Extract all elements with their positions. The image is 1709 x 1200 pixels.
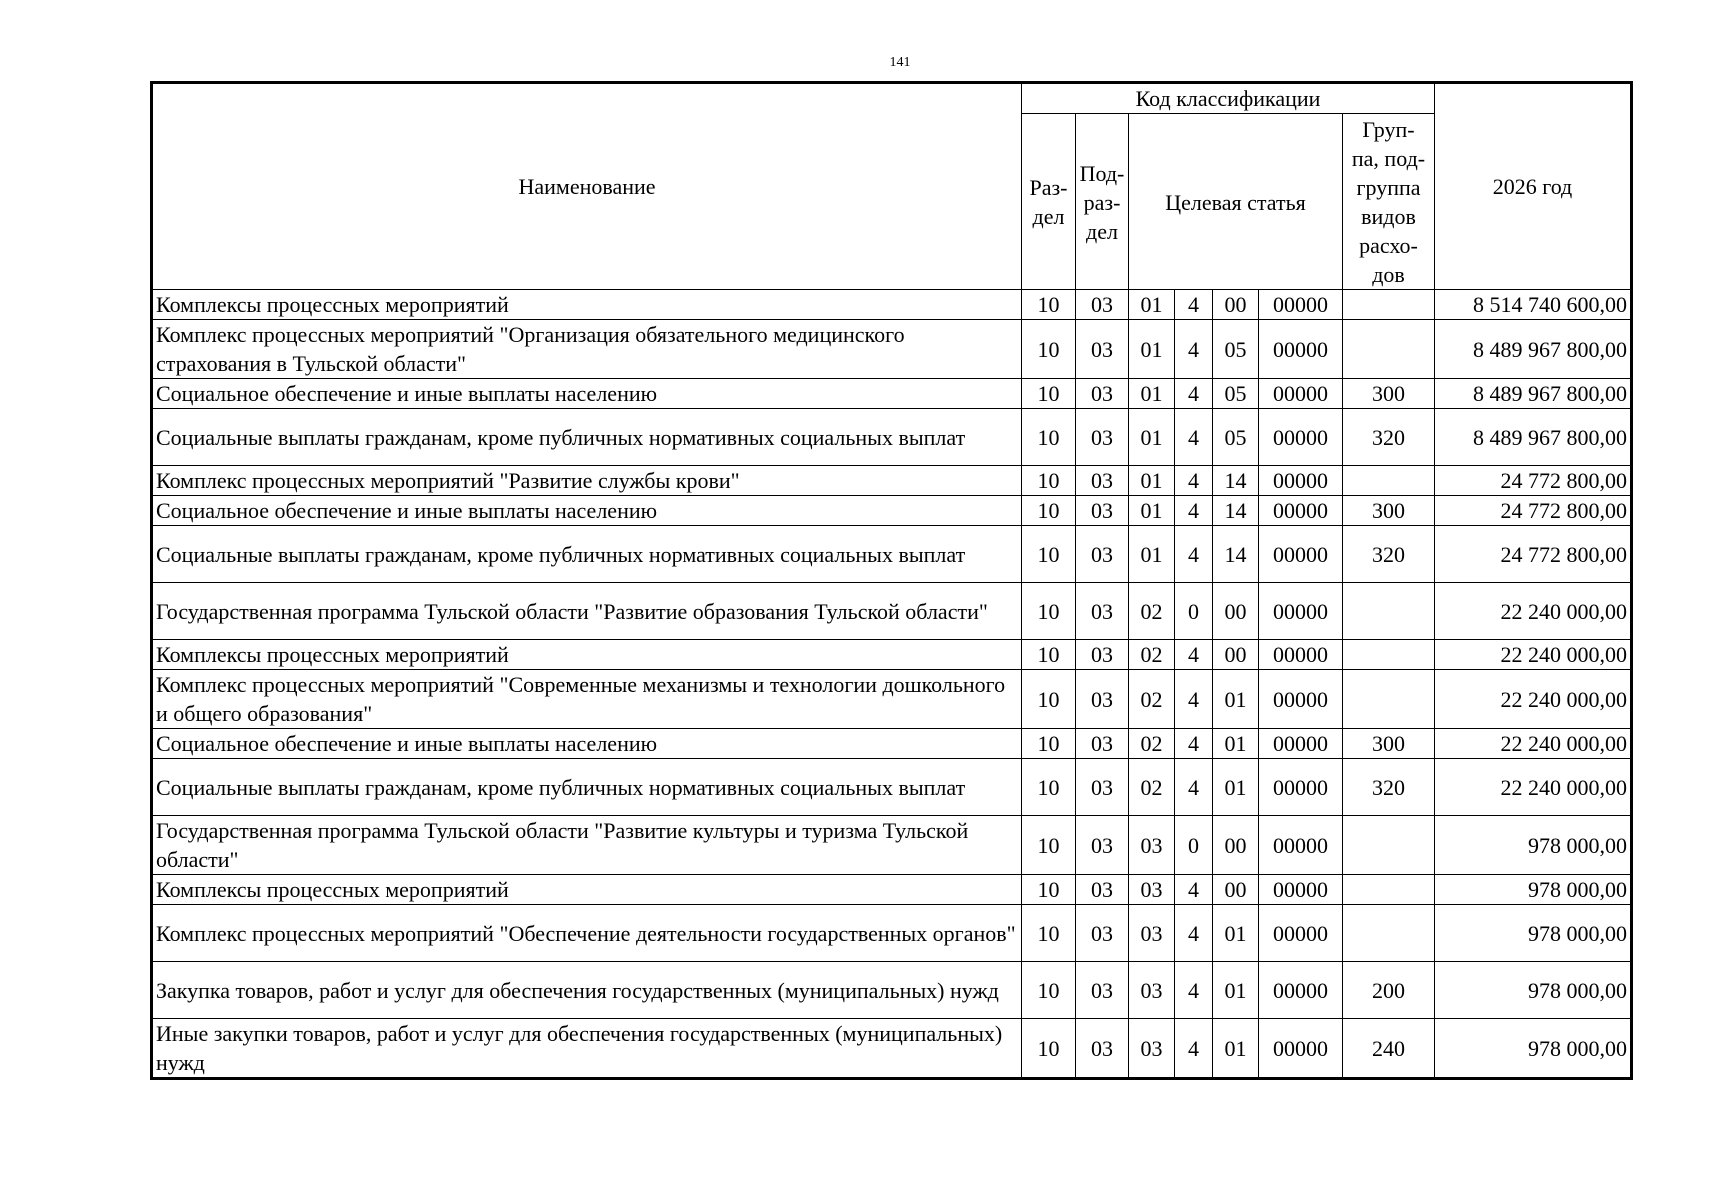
code-target-program: 01	[1129, 496, 1175, 526]
code-expense-group: 200	[1343, 962, 1435, 1019]
code-target-type: 4	[1175, 1019, 1213, 1079]
table-row	[152, 320, 1632, 379]
code-section: 10	[1022, 320, 1076, 379]
code-target-structure: 00	[1213, 640, 1259, 670]
code-section: 10	[1022, 290, 1076, 320]
row-name: Комплексы процессных мероприятий	[152, 875, 1022, 905]
code-section: 10	[1022, 379, 1076, 409]
code-target-type: 0	[1175, 816, 1213, 875]
code-expense-group	[1343, 670, 1435, 729]
code-section: 10	[1022, 962, 1076, 1019]
row-name: Комплекс процессных мероприятий "Современные механизмы и технологии дошкольного и общего образования"	[152, 670, 1022, 729]
code-target-direction: 00000	[1259, 875, 1343, 905]
row-name: Социальное обеспечение и иные выплаты населению	[152, 379, 1022, 409]
row-amount: 978 000,00	[1435, 1019, 1632, 1079]
table-row	[152, 962, 1632, 1019]
code-subsection: 03	[1076, 816, 1129, 875]
table-row	[152, 759, 1632, 816]
code-target-program: 02	[1129, 640, 1175, 670]
header-section: Раз- дел	[1022, 114, 1076, 290]
code-expense-group	[1343, 875, 1435, 905]
code-subsection: 03	[1076, 379, 1129, 409]
code-target-direction: 00000	[1259, 290, 1343, 320]
row-amount: 978 000,00	[1435, 905, 1632, 962]
table-row	[152, 905, 1632, 962]
code-expense-group: 320	[1343, 759, 1435, 816]
table-row	[152, 875, 1632, 905]
row-amount: 24 772 800,00	[1435, 466, 1632, 496]
code-target-type: 4	[1175, 409, 1213, 466]
code-subsection: 03	[1076, 1019, 1129, 1079]
code-target-type: 4	[1175, 875, 1213, 905]
code-expense-group	[1343, 320, 1435, 379]
code-target-structure: 01	[1213, 905, 1259, 962]
row-name: Закупка товаров, работ и услуг для обеспечения государственных (муниципальных) нужд	[152, 962, 1022, 1019]
row-name: Социальные выплаты гражданам, кроме публичных нормативных социальных выплат	[152, 759, 1022, 816]
code-subsection: 03	[1076, 526, 1129, 583]
code-target-structure: 05	[1213, 379, 1259, 409]
row-name: Социальное обеспечение и иные выплаты населению	[152, 729, 1022, 759]
code-target-program: 01	[1129, 290, 1175, 320]
table-row	[152, 526, 1632, 583]
table-row	[152, 640, 1632, 670]
code-section: 10	[1022, 759, 1076, 816]
code-target-direction: 00000	[1259, 409, 1343, 466]
table-row	[152, 816, 1632, 875]
header-subsection: Под- раз- дел	[1076, 114, 1129, 290]
code-expense-group	[1343, 816, 1435, 875]
code-expense-group	[1343, 466, 1435, 496]
header-expense-group: Груп- па, под- группа видов расхо- дов	[1343, 114, 1435, 290]
code-target-structure: 01	[1213, 670, 1259, 729]
row-name: Комплекс процессных мероприятий "Развитие службы крови"	[152, 466, 1022, 496]
code-section: 10	[1022, 640, 1076, 670]
table-row	[152, 466, 1632, 496]
code-target-direction: 00000	[1259, 1019, 1343, 1079]
code-target-type: 4	[1175, 759, 1213, 816]
row-name: Комплекс процессных мероприятий "Обеспечение деятельности государственных органов"	[152, 905, 1022, 962]
row-name: Комплекс процессных мероприятий "Организация обязательного медицинского страхования в Тульской области"	[152, 320, 1022, 379]
code-section: 10	[1022, 729, 1076, 759]
code-target-direction: 00000	[1259, 320, 1343, 379]
row-amount: 22 240 000,00	[1435, 670, 1632, 729]
table-row	[152, 290, 1632, 320]
code-target-type: 4	[1175, 320, 1213, 379]
code-expense-group: 320	[1343, 526, 1435, 583]
code-subsection: 03	[1076, 962, 1129, 1019]
table-body	[152, 290, 1632, 1079]
code-expense-group: 320	[1343, 409, 1435, 466]
code-subsection: 03	[1076, 875, 1129, 905]
code-target-structure: 00	[1213, 583, 1259, 640]
code-section: 10	[1022, 496, 1076, 526]
code-target-type: 4	[1175, 729, 1213, 759]
code-target-structure: 01	[1213, 962, 1259, 1019]
code-target-direction: 00000	[1259, 496, 1343, 526]
code-target-program: 02	[1129, 583, 1175, 640]
code-target-type: 4	[1175, 670, 1213, 729]
row-amount: 8 514 740 600,00	[1435, 290, 1632, 320]
row-amount: 978 000,00	[1435, 875, 1632, 905]
code-section: 10	[1022, 409, 1076, 466]
code-expense-group	[1343, 583, 1435, 640]
code-section: 10	[1022, 526, 1076, 583]
code-target-program: 03	[1129, 905, 1175, 962]
code-subsection: 03	[1076, 583, 1129, 640]
code-target-program: 03	[1129, 1019, 1175, 1079]
code-target-program: 02	[1129, 670, 1175, 729]
row-amount: 8 489 967 800,00	[1435, 379, 1632, 409]
code-subsection: 03	[1076, 729, 1129, 759]
code-subsection: 03	[1076, 409, 1129, 466]
code-target-program: 03	[1129, 875, 1175, 905]
table-row	[152, 379, 1632, 409]
code-target-structure: 01	[1213, 729, 1259, 759]
code-target-direction: 00000	[1259, 640, 1343, 670]
code-expense-group: 300	[1343, 379, 1435, 409]
code-target-program: 01	[1129, 320, 1175, 379]
code-subsection: 03	[1076, 466, 1129, 496]
row-amount: 24 772 800,00	[1435, 496, 1632, 526]
table-header	[152, 83, 1632, 290]
code-target-structure: 14	[1213, 466, 1259, 496]
code-expense-group: 240	[1343, 1019, 1435, 1079]
row-name: Социальные выплаты гражданам, кроме публичных нормативных социальных выплат	[152, 409, 1022, 466]
code-target-direction: 00000	[1259, 759, 1343, 816]
row-amount: 22 240 000,00	[1435, 729, 1632, 759]
code-target-direction: 00000	[1259, 729, 1343, 759]
code-subsection: 03	[1076, 640, 1129, 670]
code-target-program: 01	[1129, 526, 1175, 583]
code-target-structure: 00	[1213, 816, 1259, 875]
row-amount: 22 240 000,00	[1435, 583, 1632, 640]
code-section: 10	[1022, 816, 1076, 875]
table-row	[152, 583, 1632, 640]
code-target-type: 0	[1175, 583, 1213, 640]
code-target-structure: 14	[1213, 526, 1259, 583]
code-target-structure: 01	[1213, 759, 1259, 816]
header-name: Наименование	[152, 83, 1022, 290]
row-amount: 8 489 967 800,00	[1435, 409, 1632, 466]
row-amount: 978 000,00	[1435, 962, 1632, 1019]
code-section: 10	[1022, 1019, 1076, 1079]
code-target-type: 4	[1175, 290, 1213, 320]
code-target-type: 4	[1175, 526, 1213, 583]
code-target-program: 02	[1129, 729, 1175, 759]
code-target-type: 4	[1175, 379, 1213, 409]
table-row	[152, 409, 1632, 466]
table-row	[152, 729, 1632, 759]
table-row	[152, 1019, 1632, 1079]
row-amount: 22 240 000,00	[1435, 759, 1632, 816]
code-target-program: 03	[1129, 962, 1175, 1019]
code-target-type: 4	[1175, 905, 1213, 962]
header-year: 2026 год	[1435, 83, 1632, 290]
code-subsection: 03	[1076, 290, 1129, 320]
code-target-structure: 01	[1213, 1019, 1259, 1079]
code-target-direction: 00000	[1259, 816, 1343, 875]
code-subsection: 03	[1076, 496, 1129, 526]
code-target-type: 4	[1175, 466, 1213, 496]
row-name: Государственная программа Тульской области "Развитие образования Тульской области"	[152, 583, 1022, 640]
code-target-program: 03	[1129, 816, 1175, 875]
code-target-direction: 00000	[1259, 670, 1343, 729]
code-target-direction: 00000	[1259, 379, 1343, 409]
code-section: 10	[1022, 905, 1076, 962]
code-expense-group: 300	[1343, 729, 1435, 759]
code-target-structure: 14	[1213, 496, 1259, 526]
code-expense-group: 300	[1343, 496, 1435, 526]
code-section: 10	[1022, 583, 1076, 640]
row-name: Иные закупки товаров, работ и услуг для обеспечения государственных (муниципальных) нужд	[152, 1019, 1022, 1079]
code-expense-group	[1343, 640, 1435, 670]
code-target-direction: 00000	[1259, 962, 1343, 1019]
code-target-direction: 00000	[1259, 526, 1343, 583]
code-expense-group	[1343, 290, 1435, 320]
code-target-direction: 00000	[1259, 905, 1343, 962]
row-amount: 22 240 000,00	[1435, 640, 1632, 670]
code-target-program: 02	[1129, 759, 1175, 816]
row-name: Социальное обеспечение и иные выплаты населению	[152, 496, 1022, 526]
table-row	[152, 670, 1632, 729]
code-section: 10	[1022, 670, 1076, 729]
code-target-program: 01	[1129, 466, 1175, 496]
code-target-structure: 00	[1213, 290, 1259, 320]
code-section: 10	[1022, 466, 1076, 496]
page-number: 141	[889, 55, 911, 70]
code-target-structure: 05	[1213, 409, 1259, 466]
row-name: Комплексы процессных мероприятий	[152, 640, 1022, 670]
code-target-structure: 00	[1213, 875, 1259, 905]
table-row	[152, 496, 1632, 526]
code-target-structure: 05	[1213, 320, 1259, 379]
header-target-article: Целевая статья	[1129, 114, 1343, 290]
row-amount: 8 489 967 800,00	[1435, 320, 1632, 379]
budget-table	[150, 81, 1633, 1080]
code-subsection: 03	[1076, 320, 1129, 379]
code-target-type: 4	[1175, 496, 1213, 526]
code-subsection: 03	[1076, 759, 1129, 816]
row-name: Комплексы процессных мероприятий	[152, 290, 1022, 320]
code-target-program: 01	[1129, 379, 1175, 409]
code-target-direction: 00000	[1259, 583, 1343, 640]
row-name: Государственная программа Тульской области "Развитие культуры и туризма Тульской области"	[152, 816, 1022, 875]
code-expense-group	[1343, 905, 1435, 962]
code-target-type: 4	[1175, 640, 1213, 670]
code-subsection: 03	[1076, 905, 1129, 962]
code-subsection: 03	[1076, 670, 1129, 729]
row-amount: 978 000,00	[1435, 816, 1632, 875]
code-target-direction: 00000	[1259, 466, 1343, 496]
code-target-program: 01	[1129, 409, 1175, 466]
header-classification-code: Код классификации	[1022, 83, 1435, 114]
row-name: Социальные выплаты гражданам, кроме публичных нормативных социальных выплат	[152, 526, 1022, 583]
code-section: 10	[1022, 875, 1076, 905]
code-target-type: 4	[1175, 962, 1213, 1019]
row-amount: 24 772 800,00	[1435, 526, 1632, 583]
